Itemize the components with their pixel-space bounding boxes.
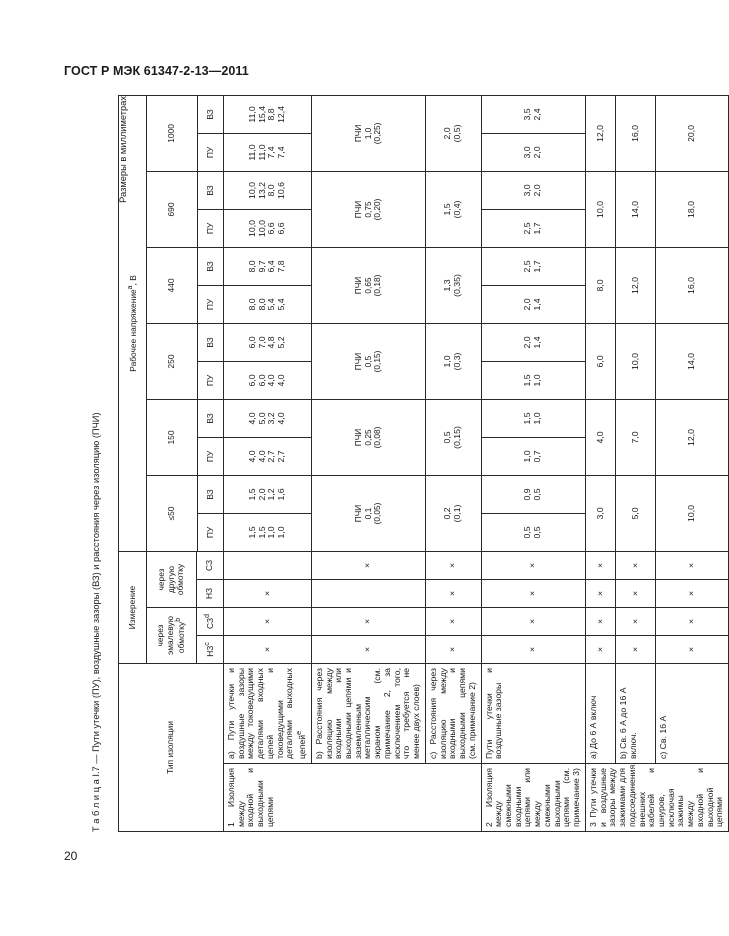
- row-3b-690: 14,0: [616, 171, 656, 247]
- header-via-other: через другую обмотку: [147, 551, 197, 607]
- clearance-table: [118, 95, 729, 832]
- row-1b-440-value: 0,65 (0,18): [362, 274, 382, 297]
- row-1c-250: 1,0 (0,3): [425, 323, 481, 399]
- header-vz: ВЗ: [198, 323, 224, 361]
- table-row: [311, 95, 425, 831]
- row-1a-pu-440: 8,0 8,0 5,4 5,4: [224, 285, 312, 323]
- row-3a-m2: ×: [585, 607, 615, 635]
- units-note: Размеры в миллиметрах: [118, 96, 128, 203]
- row-3b-m1: ×: [616, 635, 656, 663]
- row-1a-vz-690: 10,0 13,2 8,0 10,6: [224, 171, 312, 209]
- row-3a-label: a) До 6 А включ: [585, 663, 615, 763]
- row-3a-250: 6,0: [585, 323, 615, 399]
- row-2-m3: ×: [481, 579, 585, 607]
- row-3a-150: 4,0: [585, 399, 615, 475]
- row-3c-1000: 20,0: [656, 95, 729, 171]
- header-via-winding: через эмалевую обмотку$^b$: [147, 607, 197, 663]
- row-2-m4: ×: [481, 551, 585, 579]
- document-title: ГОСТ Р МЭК 61347-2-13—2011: [64, 64, 249, 78]
- row-2-pu-250: 1,5 1,0: [481, 361, 585, 399]
- row-2-pu-50: 0,5 0,5: [481, 513, 585, 551]
- header-volt-1000: 1000: [147, 95, 198, 171]
- row-1a-pu-150: 4,0 4,0 2,7 2,7: [224, 437, 312, 475]
- row-3c-50: 10,0: [656, 475, 729, 551]
- header-volt-150: 150: [147, 399, 198, 475]
- row-1a-pu-50: 1,5 1,5 1,0 1,0: [224, 513, 312, 551]
- row-1b-1000: [311, 95, 425, 171]
- row-3a-m4: ×: [585, 551, 615, 579]
- table-row: [425, 95, 481, 831]
- row-1c-50: 0,2 (0,1): [425, 475, 481, 551]
- table-row: [656, 95, 729, 831]
- pchi-label: ПЧИ: [353, 276, 364, 295]
- header-vz: ВЗ: [198, 171, 224, 209]
- header-volt-50: ≤50: [147, 475, 198, 551]
- row-1b-label: b) Расстояния через изоляцию между входными или выходными цепями и заземленным металлическим экраном (см. примечание 2, за исключением того, что требуется не менее двух слоев): [311, 663, 425, 763]
- row-1b-440: [311, 247, 425, 323]
- row-3b-150: 7,0: [616, 399, 656, 475]
- row-3b-1000: 16,0: [616, 95, 656, 171]
- row-1c-150: 0,5 (0,15): [425, 399, 481, 475]
- pchi-label: ПЧИ: [353, 200, 364, 219]
- header-pu: ПУ: [198, 437, 224, 475]
- row-1b-250-value: 0,5 (0,15): [362, 350, 382, 373]
- row-3c-m3: ×: [656, 579, 729, 607]
- row-1a-m3: ×: [224, 579, 312, 607]
- header-type: Тип изоляции: [119, 663, 224, 831]
- row-3a-440: 8,0: [585, 247, 615, 323]
- row-1c-m3: ×: [425, 579, 481, 607]
- row-1a-m1: ×: [224, 635, 312, 663]
- row-1a-vz-150: 4,0 5,0 3,2 4,0: [224, 399, 312, 437]
- row-2-pu-440: 2,0 1,4: [481, 285, 585, 323]
- header-pu: ПУ: [198, 133, 224, 171]
- row-1b-250: [311, 323, 425, 399]
- row-3c-m1: ×: [656, 635, 729, 663]
- row-1b-m3: [311, 579, 425, 607]
- row-3b-440: 12,0: [616, 247, 656, 323]
- row-1b-m2: ×: [311, 607, 425, 635]
- row-1c-1000: 2,0 (0,5): [425, 95, 481, 171]
- row-1b-50-value: 0,1 (0,05): [362, 502, 382, 525]
- header-sz-other: СЗ: [197, 551, 224, 579]
- header-vz: ВЗ: [198, 247, 224, 285]
- table-rotated: [118, 96, 725, 832]
- page-number: 20: [64, 849, 78, 863]
- row-1a-m4: [224, 551, 312, 579]
- row-1b-50: [311, 475, 425, 551]
- header-volt-440: 440: [147, 247, 198, 323]
- row-1a-vz-1000: 11,0 15,4 8,8 12,4: [224, 95, 312, 133]
- row-3c-m2: ×: [656, 607, 729, 635]
- row-3b-50: 5,0: [616, 475, 656, 551]
- row-3b-label: b) Св. 6 А до 16 А включ.: [616, 663, 656, 763]
- row-3b-m3: ×: [616, 579, 656, 607]
- header-pu: ПУ: [198, 285, 224, 323]
- header-vz: ВЗ: [198, 399, 224, 437]
- row-1b-150-value: 0,25 (0,08): [362, 426, 382, 449]
- row-1c-690: 1,5 (0,4): [425, 171, 481, 247]
- row-1b-1000-value: 1,0 (0,25): [362, 122, 382, 145]
- group-3-label: 3 Пути утечки и воздушные зазоры между зажимами для подсоединения внешних кабелей и шнуров, исключая зажимы между входной и выходной цепями: [585, 764, 728, 832]
- row-1c-m2: ×: [425, 607, 481, 635]
- row-3a-m1: ×: [585, 635, 615, 663]
- row-2-pu-1000: 3,0 2,0: [481, 133, 585, 171]
- header-vz: ВЗ: [198, 475, 224, 513]
- header-pu: ПУ: [198, 209, 224, 247]
- pchi-label: ПЧИ: [353, 504, 364, 523]
- header-voltage: Рабочее напряжение$^a$, В: [119, 95, 147, 551]
- row-1b-690: [311, 171, 425, 247]
- header-nz: $НЗ^c$: [197, 635, 224, 663]
- row-2-m1: ×: [481, 635, 585, 663]
- row-1a-vz-440: 8,0 9,7 6,4 7,8: [224, 247, 312, 285]
- row-3a-690: 10,0: [585, 171, 615, 247]
- pchi-label: ПЧИ: [353, 428, 364, 447]
- row-3c-m4: ×: [656, 551, 729, 579]
- row-3c-label: c) Св. 16 А: [656, 663, 729, 763]
- row-3c-250: 14,0: [656, 323, 729, 399]
- pchi-label: ПЧИ: [353, 352, 364, 371]
- row-1c-label: c) Расстояния через изоляцию между входными и выходными цепями (см. примечание 2): [425, 663, 481, 763]
- table-caption-wrap: [87, 96, 105, 832]
- row-1b-690-value: 0,75 (0,20): [362, 198, 382, 221]
- row-1a-vz-250: 6,0 7,0 4,8 5,2: [224, 323, 312, 361]
- header-sz: $СЗ^d$: [197, 607, 224, 635]
- table-caption: Т а б л и ц а I.7 — Пути утечки (ПУ), воздушные зазоры (ВЗ) и расстояния через изоляцию (ПЧИ): [91, 412, 101, 832]
- row-3a-m3: ×: [585, 579, 615, 607]
- table-row: [585, 95, 615, 831]
- row-2-vz-250: 2,0 1,4: [481, 323, 585, 361]
- header-volt-250: 250: [147, 323, 198, 399]
- header-nz-other: НЗ: [197, 579, 224, 607]
- header-pu: ПУ: [198, 513, 224, 551]
- row-1a-pu-690: 10,0 10,0 6,6 6,6: [224, 209, 312, 247]
- row-2-vz-1000: 3,5 2,4: [481, 95, 585, 133]
- row-3c-150: 12,0: [656, 399, 729, 475]
- table-row: [481, 95, 585, 831]
- header-vz: ВЗ: [198, 95, 224, 133]
- row-2-vz-50: 0,9 0,5: [481, 475, 585, 513]
- pchi-label: ПЧИ: [353, 124, 364, 143]
- row-1b-150: [311, 399, 425, 475]
- row-3c-440: 16,0: [656, 247, 729, 323]
- row-1b-m4: ×: [311, 551, 425, 579]
- row-1a-pu-250: 6,0 6,0 4,0 4,0: [224, 361, 312, 399]
- row-1a-vz-50: 1,5 2,0 1,2 1,6: [224, 475, 312, 513]
- table-row: [224, 95, 312, 831]
- row-1c-m4: ×: [425, 551, 481, 579]
- row-1a-m2: ×: [224, 607, 312, 635]
- table-row: [616, 95, 656, 831]
- group-2-label: 2 Изоляция между смежными входными цепями или между смежными выходными цепями (см. примечание 3): [481, 764, 585, 832]
- row-1c-440: 1,3 (0,35): [425, 247, 481, 323]
- header-volt-690: 690: [147, 171, 198, 247]
- row-3c-690: 18,0: [656, 171, 729, 247]
- row-3b-250: 10,0: [616, 323, 656, 399]
- header-pu: ПУ: [198, 361, 224, 399]
- row-3b-m4: ×: [616, 551, 656, 579]
- row-2-vz-690: 3,0 2,0: [481, 171, 585, 209]
- row-2-pu-690: 2,5 1,7: [481, 209, 585, 247]
- row-1c-m1: ×: [425, 635, 481, 663]
- header-measure: Измерение: [119, 551, 147, 663]
- row-1a-label: a) Пути утечки и воздушные зазоры между токоведущими деталями входных цепей и токоведущими деталями выходных цепей$^e$: [224, 663, 312, 763]
- row-3b-m2: ×: [616, 607, 656, 635]
- table-wrap: [118, 96, 725, 832]
- row-1b-m1: ×: [311, 635, 425, 663]
- row-3a-50: 3,0: [585, 475, 615, 551]
- row-2-pu-150: 1,0 0,7: [481, 437, 585, 475]
- group-1-label: 1 Изоляция между входной и выходными цепями: [224, 764, 482, 832]
- row-2-label: Пути утечки и воздушные зазоры: [481, 663, 585, 763]
- row-2-m2: ×: [481, 607, 585, 635]
- row-2-vz-150: 1,5 1,0: [481, 399, 585, 437]
- row-2-vz-440: 2,5 1,7: [481, 247, 585, 285]
- row-1a-pu-1000: 11,0 11,0 7,4 7,4: [224, 133, 312, 171]
- row-3a-1000: 12,0: [585, 95, 615, 171]
